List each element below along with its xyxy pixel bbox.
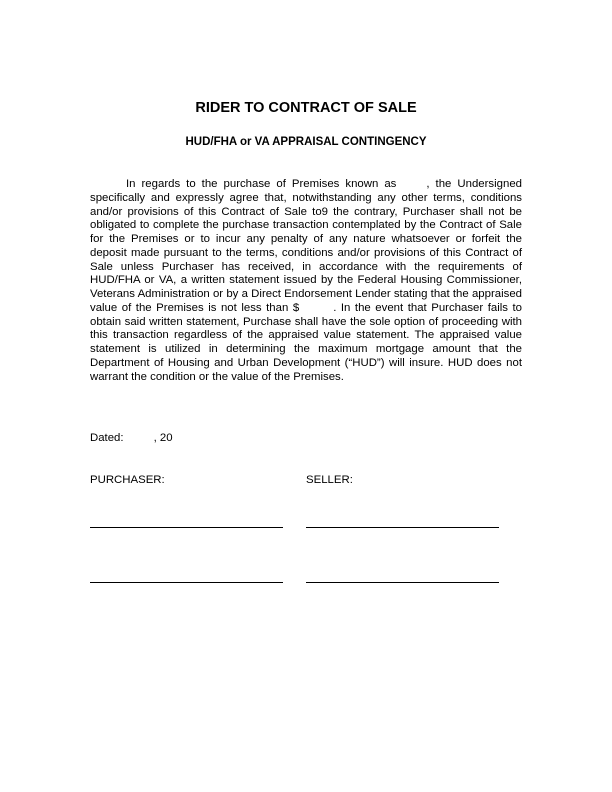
document-subtitle: HUD/FHA or VA APPRAISAL CONTINGENCY: [185, 136, 427, 148]
purchaser-signature-line-2[interactable]: [90, 582, 283, 583]
purchaser-signature-line-1[interactable]: [90, 527, 283, 528]
seller-signature-line-2[interactable]: [306, 582, 499, 583]
contingency-paragraph: [90, 178, 522, 384]
purchaser-label: PURCHASER:: [90, 474, 165, 486]
paragraph-text-part2: , the Undersigned specifically and expressly agree that, notwithstanding any other terms, conditions and/or provisions of this Contract of Sale to9 the contrary, Purchaser shall not be obligated to complete the purchase transaction contemplated by the Contract of Sale for the Premises or to incur any penalty of any nature whatsoever or forfeit the deposit made pursuant to the terms, conditions and/or provisions of this Contract of Sale unless Purchaser has received, in accordance with the requirements of HUD/FHA or VA, a written statement issued by the Federal Housing Commissioner, Veterans Administration or by a Direct Endorsement Lender stating that the appraised value of the Premises is not less than $: [90, 178, 522, 314]
paragraph-text-part3: . In the event that Purchaser fails to obtain said written statement, Purchase shall have the sole option of proceeding with this transaction regardless of the appraised value statement. The appraised value statement is utilized in determining the maximum mortgage amount that the Department of Housing and Urban Development (“HUD”) will insure. HUD does not warrant the condition or the value of the Premises.: [90, 301, 522, 383]
seller-label: SELLER:: [306, 474, 353, 486]
paragraph-text-part1: In regards to the purchase of Premises known as: [126, 178, 397, 190]
seller-signature-line-1[interactable]: [306, 527, 499, 528]
dated-label: Dated:: [90, 432, 124, 444]
dated-line: [90, 431, 173, 445]
document-title: RIDER TO CONTRACT OF SALE: [195, 100, 417, 116]
dated-year: , 20: [153, 432, 173, 444]
